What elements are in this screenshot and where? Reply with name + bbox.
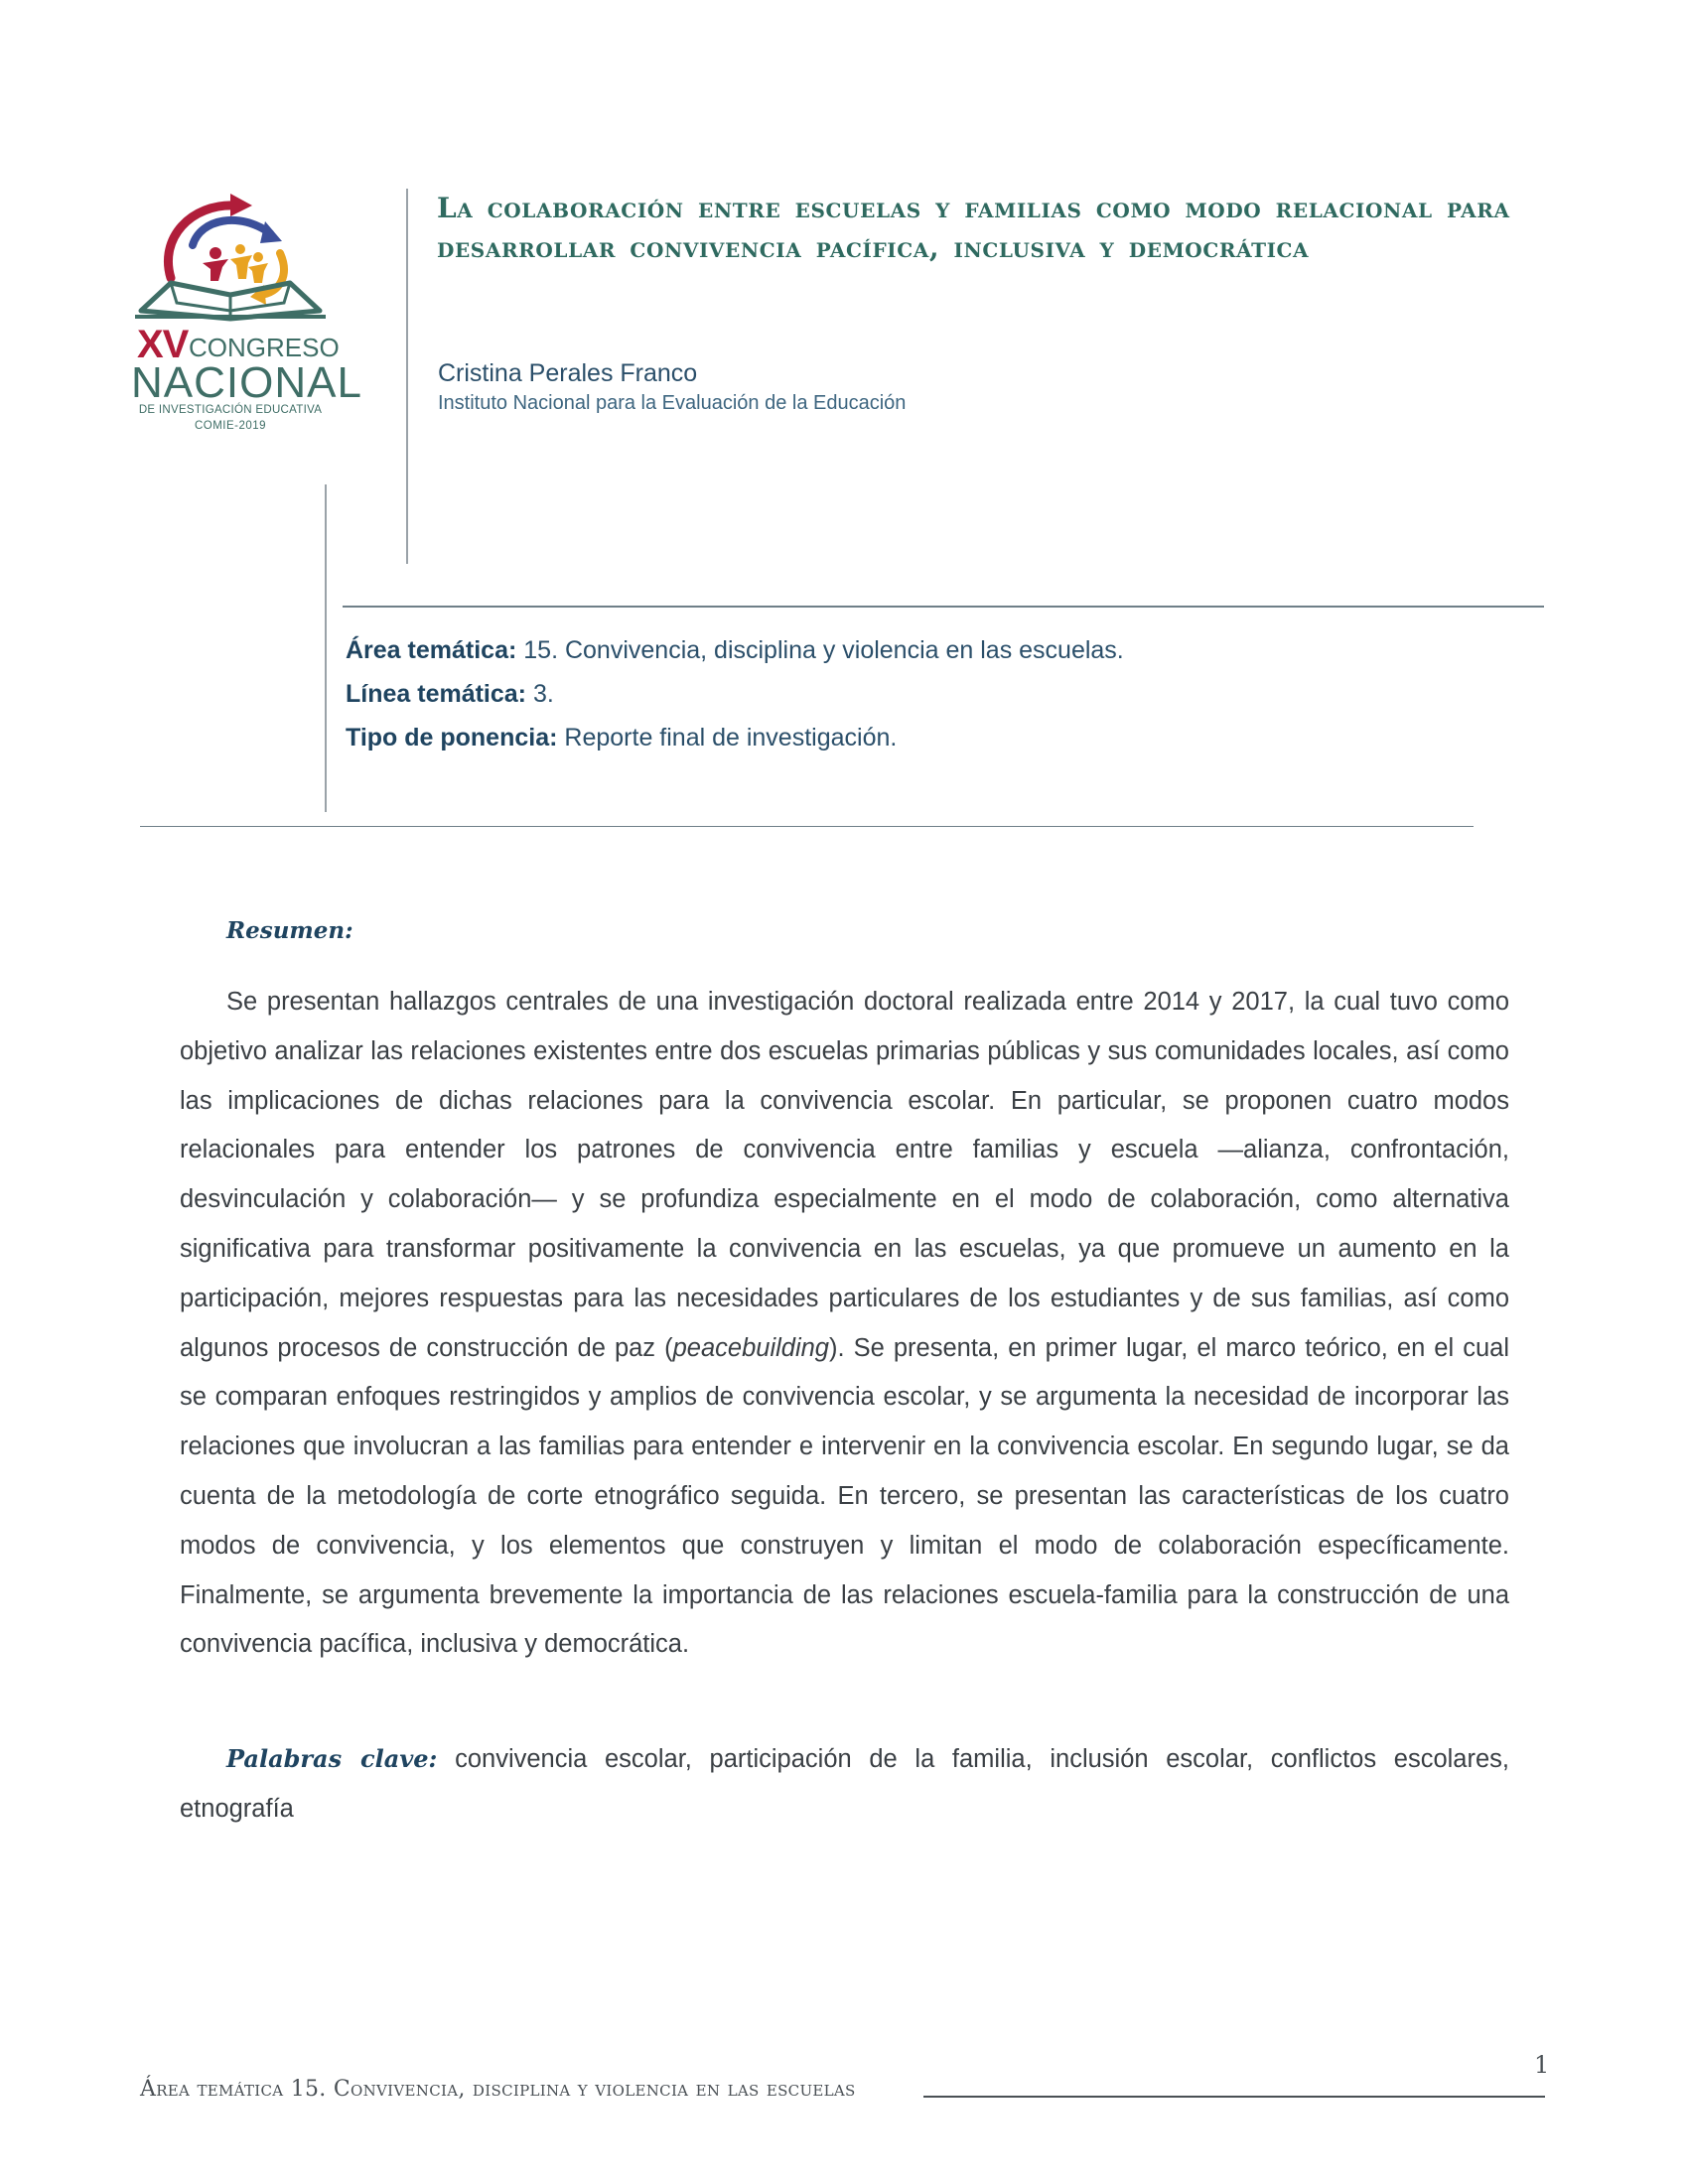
linea-label: Línea temática: bbox=[346, 680, 527, 708]
paper-title: La colaboración entre escuelas y familias como modo relacional para desarrollar convivencia pacífica, inclusiva y democrática bbox=[437, 192, 1510, 264]
linea-line bbox=[346, 672, 1124, 716]
running-footer: Área temática 15. Convivencia, disciplina y violencia en las escuelas bbox=[140, 2077, 856, 2102]
page-number: 1 bbox=[1534, 2051, 1550, 2079]
congress-emblem-icon bbox=[131, 184, 330, 323]
linea-value: 3. bbox=[532, 680, 554, 708]
abstract-italic-term: peacebuilding bbox=[672, 1333, 829, 1362]
logo-roman-numeral: XV bbox=[137, 323, 189, 366]
logo-congreso: CONGRESO bbox=[189, 333, 340, 362]
keywords-label: Palabras clave: bbox=[226, 1744, 438, 1773]
logo-edition: COMIE-2019 bbox=[194, 420, 267, 432]
abstract-body bbox=[180, 978, 1509, 1670]
logo-nacional: NACIONAL bbox=[131, 358, 362, 407]
keywords-text: convivencia escolar, participación de la familia, inclusión escolar, conflictos escolares, etnografía bbox=[180, 1745, 1509, 1823]
logo-subtitle: DE INVESTIGACIÓN EDUCATIVA bbox=[138, 404, 323, 416]
footer-rule bbox=[923, 2096, 1545, 2098]
abstract-text-2: ). Se presenta, en primer lugar, el marco teórico, en el cual se comparan enfoques restringidos y amplios de convivencia escolar, y se argumenta la necesidad de incorporar las relaciones que involucran a las familias para entender e intervenir en la convivencia escolar. En segundo lugar, se da cuenta de la metodología de corte etnográfico seguida. En tercero, se presentan las características de los cuatro modos de convivencia, y los elementos que construyen y limitan el modo de colaboración específicamente. Finalmente, se argumenta brevemente la importancia de las relaciones escuela-familia para la construcción de una convivencia pacífica, inclusiva y democrática. bbox=[180, 1333, 1509, 1659]
area-line bbox=[346, 628, 1124, 672]
abstract-heading: Resumen: bbox=[226, 917, 353, 944]
author-affiliation: Instituto Nacional para la Evaluación de la Educación bbox=[438, 392, 907, 414]
area-value: 15. Convivencia, disciplina y violencia en las escuelas. bbox=[523, 636, 1124, 664]
author-name: Cristina Perales Franco bbox=[438, 359, 698, 387]
meta-top-rule bbox=[343, 606, 1544, 608]
tipo-label: Tipo de ponencia: bbox=[346, 724, 558, 751]
meta-bottom-rule bbox=[140, 826, 1474, 827]
paper-metadata bbox=[346, 628, 1124, 759]
keywords-paragraph bbox=[180, 1734, 1509, 1835]
area-label: Área temática: bbox=[346, 636, 517, 664]
abstract-text-1: Se presentan hallazgos centrales de una investigación doctoral realizada entre 2014 y 2017, la cual tuvo como objetivo analizar las relaciones existentes entre dos escuelas primarias públicas y sus comunidades locales, así como las implicaciones de dichas relaciones para la convivencia escolar. En particular, se proponen cuatro modos relacionales para entender los patrones de convivencia entre familias y escuela —alianza, confrontación, desvinculación y colaboración— y se profundiza especialmente en el modo de colaboración, como alternativa significativa para transformar positivamente la convivencia en las escuelas, ya que promueve un aumento en la participación, mejores respuestas para las necesidades particulares de los estudiantes y de sus familias, así como algunos procesos de construcción de paz ( bbox=[180, 988, 1509, 1362]
tipo-line bbox=[346, 716, 1124, 759]
comie-logo bbox=[131, 184, 362, 442]
meta-vertical-rule bbox=[325, 484, 327, 812]
tipo-value: Reporte final de investigación. bbox=[564, 724, 898, 751]
header-vertical-rule bbox=[406, 189, 408, 564]
